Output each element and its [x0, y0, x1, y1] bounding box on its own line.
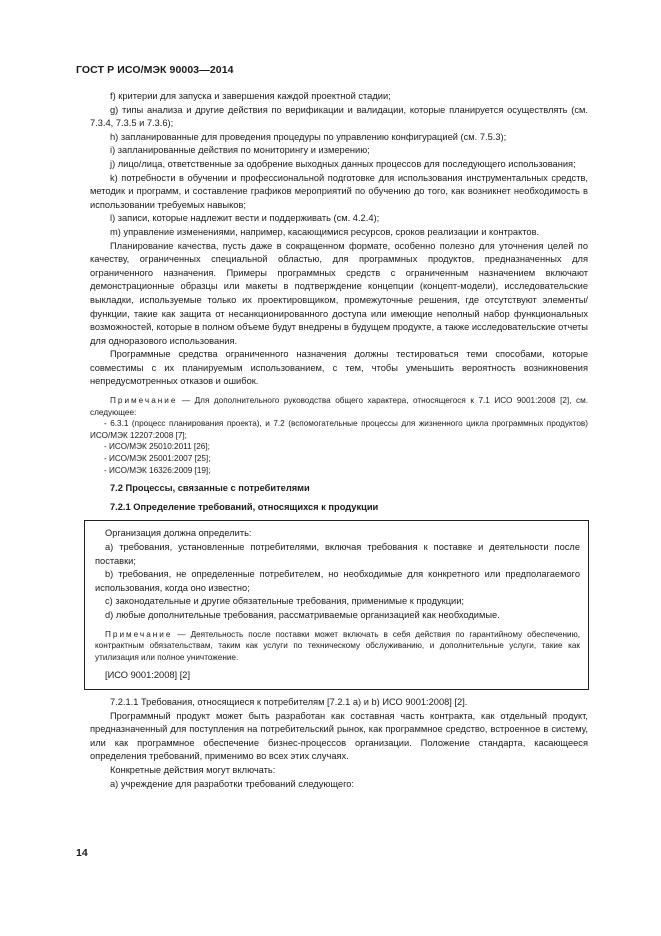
note-label: Примечание [110, 396, 178, 406]
note-text: — Для дополнительного руководства общего характера, относящегося к 7.1 ИСО 9001:2008 [2], см. следующее: [90, 396, 588, 417]
box-item-b: b) требования, не определенные потребителем, но необходимые для конкретного или предполагаемого использования, когда оно известно; [95, 569, 580, 593]
document-code-header: ГОСТ Р ИСО/МЭК 90003—2014 [76, 64, 234, 76]
box-note [95, 629, 580, 664]
list-item-l: l) записи, которые надлежит вести и поддерживать (см. 4.2.4); [110, 213, 380, 224]
note-reference-item: - ИСО/МЭК 25001:2007 [25]; [104, 454, 211, 464]
box-item-a: a) требования, установленные потребителями, включая требования к поставке и деятельности после поставки; [95, 542, 580, 566]
box-item-d: d) любые дополнительные требования, рассматриваемые организацией как необходимые. [105, 609, 500, 620]
section-heading-7-2: 7.2 Процессы, связанные с потребителями [110, 483, 310, 494]
list-item-g: g) типы анализа и другие действия по верификации и валидации, которые планируется осуществлять (см. 7.3.4, 7.3.5 и 7.3.6); [90, 104, 588, 129]
paragraph-actions-intro: Конкретные действия могут включать: [110, 764, 276, 775]
list-item-k: k) потребности в обучении и профессиональной подготовке для использования инструментальных средств, методик и программ, и составление графиков мероприятий по обучению до того, как возникнет необходимость в использовании требуемых навыков; [90, 172, 588, 210]
note-reference-item: - ИСО/МЭК 16326:2009 [19]; [104, 465, 211, 475]
note-reference-item: - ИСО/МЭК 25010:2011 [26]; [104, 442, 210, 452]
list-item-i: i) запланированные действия по мониторингу и измерению; [110, 145, 370, 156]
box-note-text: — Деятельность после поставки может включать в себя действия по гарантийному обеспечению, контрактным обязательствам, таким как услуги по техническому обслуживанию, и дополнительные услуги, такие как утилизация или полное уничтожение. [95, 629, 580, 662]
box-source-reference: [ИСО 9001:2008] [2] [105, 670, 191, 681]
list-item-j: j) лицо/лица, ответственные за одобрение выходных данных процессов для последующего использования; [110, 158, 576, 169]
note-reference-item: - 6.3.1 (процесс планирования проекта), и 7.2 (вспомогательные процессы для жизненного цикла программных продуктов) ИСО/МЭК 12207:2008 [7]; [90, 419, 588, 440]
section-heading-7-2-1: 7.2.1 Определение требований, относящихся к продукции [110, 501, 379, 512]
document-body [90, 90, 588, 791]
box-note-label: Примечание [105, 629, 173, 639]
paragraph-software-product: Программный продукт может быть разработан как составная часть контракта, как отдельный продукт, предназначенный для поступления на потребительский рынок, как программное средство, встроенное в систему, или как программное обеспечение бизнес-процессов организации. Положение стандарта, касающееся определения требований, применимо во всех этих случаях. [90, 710, 588, 762]
note-general-guidance [90, 395, 588, 418]
paragraph-quality-planning: Планирование качества, пусть даже в сокращенном формате, особенно полезно для уточнения целей по качеству, ограниченных специальной областью, для программных продуктов, предназначенных для ограниченного назначения. Примеры программных средств с ограниченным назначением включают демонстрационные образцы или макеты в подтверждение концепции (концепт-модели), исследовательские выкладки, используемые только их проектировщиком, промежуточные решения, где отсутствуют элементы/функции, такие как защита от несанкционированного доступа или имеющие неполный набор функциональных возможностей, которые в полном объеме будут внедрены в будущем продукте, а также исследовательские отчеты для одноразового использования. [90, 240, 588, 346]
list-item-h: h) запланированные для проведения процедуры по управлению конфигурацией (см. 7.5.3); [110, 131, 507, 142]
box-intro: Организация должна определить: [105, 528, 252, 539]
page-number: 14 [76, 847, 88, 859]
list-item-m: m) управление изменениями, например, касающимися ресурсов, сроков реализации и контрактов. [110, 226, 540, 237]
standard-quote-box [84, 520, 589, 690]
list-item-a-requirements: а) учреждение для разработки требований следующего: [110, 778, 355, 789]
box-item-c: c) законодательные и другие обязательные требования, применимые к продукции; [105, 596, 465, 607]
list-item-f: f) критерии для запуска и завершения каждой проектной стадии; [110, 91, 391, 101]
paragraph-limited-software: Программные средства ограниченного назначения должны тестироваться теми способами, которые совместимы с их планируемым использованием, с тем, чтобы уменьшить вероятность возникновения непредусмотренных отказов и ошибок. [90, 349, 588, 387]
clause-7-2-1-1: 7.2.1.1 Требования, относящиеся к потребителям [7.2.1 а) и b) ИСО 9001:2008] [2]. [110, 696, 468, 707]
